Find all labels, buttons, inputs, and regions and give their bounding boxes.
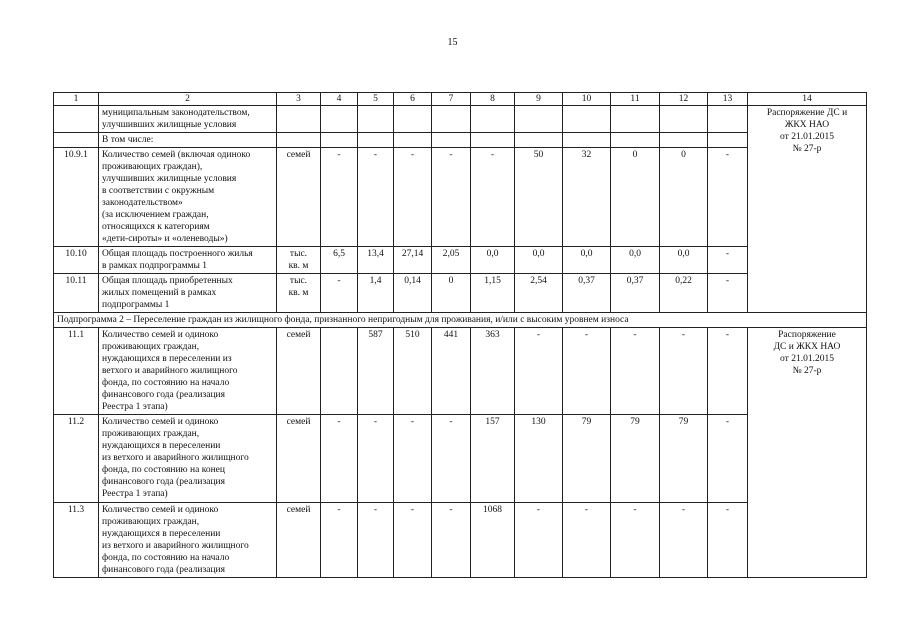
value-cell: 1068 [471,503,515,578]
value-cell: 0,0 [471,247,515,274]
value-cell: - [611,328,660,415]
value-cell: 2,54 [515,274,563,313]
header-cell: 12 [660,93,708,106]
row-number: 10.10 [54,247,99,274]
indicator-name: В том числе: [99,133,277,148]
value-cell: 0,0 [660,247,708,274]
value-cell: 50 [515,148,563,247]
value-cell: - [394,415,432,503]
value-cell: 0 [432,274,471,313]
indicator-name: муниципальным законодательством, улучшивших жилищные условия [99,106,277,133]
value-cell: - [515,328,563,415]
row-number: 11.3 [54,503,99,578]
value-cell: 0,37 [611,274,660,313]
value-cell: - [708,274,748,313]
header-cell: 5 [358,93,394,106]
value-cell: - [471,148,515,247]
row-number: 10.9.1 [54,148,99,247]
value-cell: - [321,148,358,247]
unit-cell: семей [277,328,321,415]
indicator-name: Количество семей и одиноко проживающих граждан, нуждающихся в переселении из ветхого и аварийного жилищного фонда, по состоянию на начало финансового года (реализация Реестра 1 этапа) [99,328,277,415]
value-cell: - [563,328,611,415]
table-row [54,328,867,415]
column-number-row [54,93,867,106]
value-cell: - [321,503,358,578]
row-number: 11.2 [54,415,99,503]
value-cell: - [611,503,660,578]
unit-cell: семей [277,415,321,503]
value-cell: 79 [563,415,611,503]
value-cell: - [708,148,748,247]
indicator-name: Количество семей и одиноко проживающих граждан, нуждающихся в переселении из ветхого и аварийного жилищного фонда, по состоянию на конец финансового года (реализация Реестра 1 этапа) [99,415,277,503]
value-cell: - [515,503,563,578]
table-row [54,415,867,503]
table-row [54,503,867,578]
value-cell: - [432,148,471,247]
row-number: 11.1 [54,328,99,415]
table-row [54,247,867,274]
value-cell: 32 [563,148,611,247]
value-cell: - [563,503,611,578]
header-cell: 6 [394,93,432,106]
value-cell: 130 [515,415,563,503]
value-cell: - [358,503,394,578]
header-cell: 13 [708,93,748,106]
value-cell: - [321,274,358,313]
header-cell: 10 [563,93,611,106]
unit-cell: тыс. кв. м [277,247,321,274]
row-number: 10.11 [54,274,99,313]
value-cell: 1,15 [471,274,515,313]
value-cell: 27,14 [394,247,432,274]
value-cell: 79 [660,415,708,503]
subprogram-title: Подпрограмма 2 – Переселение граждан из жилищного фонда, признанного непригодным для проживания, и/или с высоким уровнем износа [54,313,867,328]
header-cell: 2 [99,93,277,106]
table-row [54,148,867,247]
indicator-name: Количество семей и одиноко проживающих граждан, нуждающихся в переселении из ветхого и аварийного жилищного фонда, по состоянию на начало финансового года (реализация [99,503,277,578]
value-cell: 6,5 [321,247,358,274]
indicator-name: Количество семей (включая одиноко проживающих граждан), улучшивших жилищные условия в соответствии с окружным законодательством» (за исключением граждан, относящихся к категориям «дети-сироты» и «оленеводы») [99,148,277,247]
value-cell: 0 [611,148,660,247]
value-cell: 1,4 [358,274,394,313]
indicator-table [53,92,867,578]
header-cell: 8 [471,93,515,106]
value-cell: - [708,503,748,578]
unit-cell: семей [277,503,321,578]
header-cell: 11 [611,93,660,106]
value-cell [321,328,358,415]
value-cell: - [358,148,394,247]
unit-cell: тыс. кв. м [277,274,321,313]
value-cell: - [432,503,471,578]
value-cell: 0,0 [563,247,611,274]
value-cell: - [708,247,748,274]
header-cell: 1 [54,93,99,106]
table-row [54,133,867,148]
value-cell: 0,0 [515,247,563,274]
value-cell: - [708,415,748,503]
value-cell: - [432,415,471,503]
value-cell: - [660,328,708,415]
value-cell: - [321,415,358,503]
header-cell: 9 [515,93,563,106]
value-cell: 157 [471,415,515,503]
table-row [54,274,867,313]
value-cell: 0,0 [611,247,660,274]
value-cell: 13,4 [358,247,394,274]
page-number: 15 [447,37,458,48]
value-cell: 2,05 [432,247,471,274]
header-cell: 7 [432,93,471,106]
value-cell: 587 [358,328,394,415]
value-cell: - [394,148,432,247]
value-cell: - [708,328,748,415]
value-cell: 0 [660,148,708,247]
value-cell: 0,22 [660,274,708,313]
value-cell: - [358,415,394,503]
value-cell: - [660,503,708,578]
header-cell: 14 [748,93,867,106]
header-cell: 4 [321,93,358,106]
header-cell: 3 [277,93,321,106]
document-reference: Распоряжение ДС и ЖКХ НАО от 21.01.2015 № 27-р [748,106,867,313]
value-cell: 363 [471,328,515,415]
indicator-name: Общая площадь построенного жилья в рамках подпрограммы 1 [99,247,277,274]
table-row [54,106,867,133]
subprogram-row [54,313,867,328]
value-cell: 441 [432,328,471,415]
value-cell: 510 [394,328,432,415]
unit-cell: семей [277,148,321,247]
indicator-name: Общая площадь приобретенных жилых помещений в рамках подпрограммы 1 [99,274,277,313]
value-cell: 0,37 [563,274,611,313]
value-cell: - [394,503,432,578]
document-reference: Распоряжение ДС и ЖКХ НАО от 21.01.2015 № 27-р [748,328,867,578]
value-cell: 79 [611,415,660,503]
value-cell: 0,14 [394,274,432,313]
